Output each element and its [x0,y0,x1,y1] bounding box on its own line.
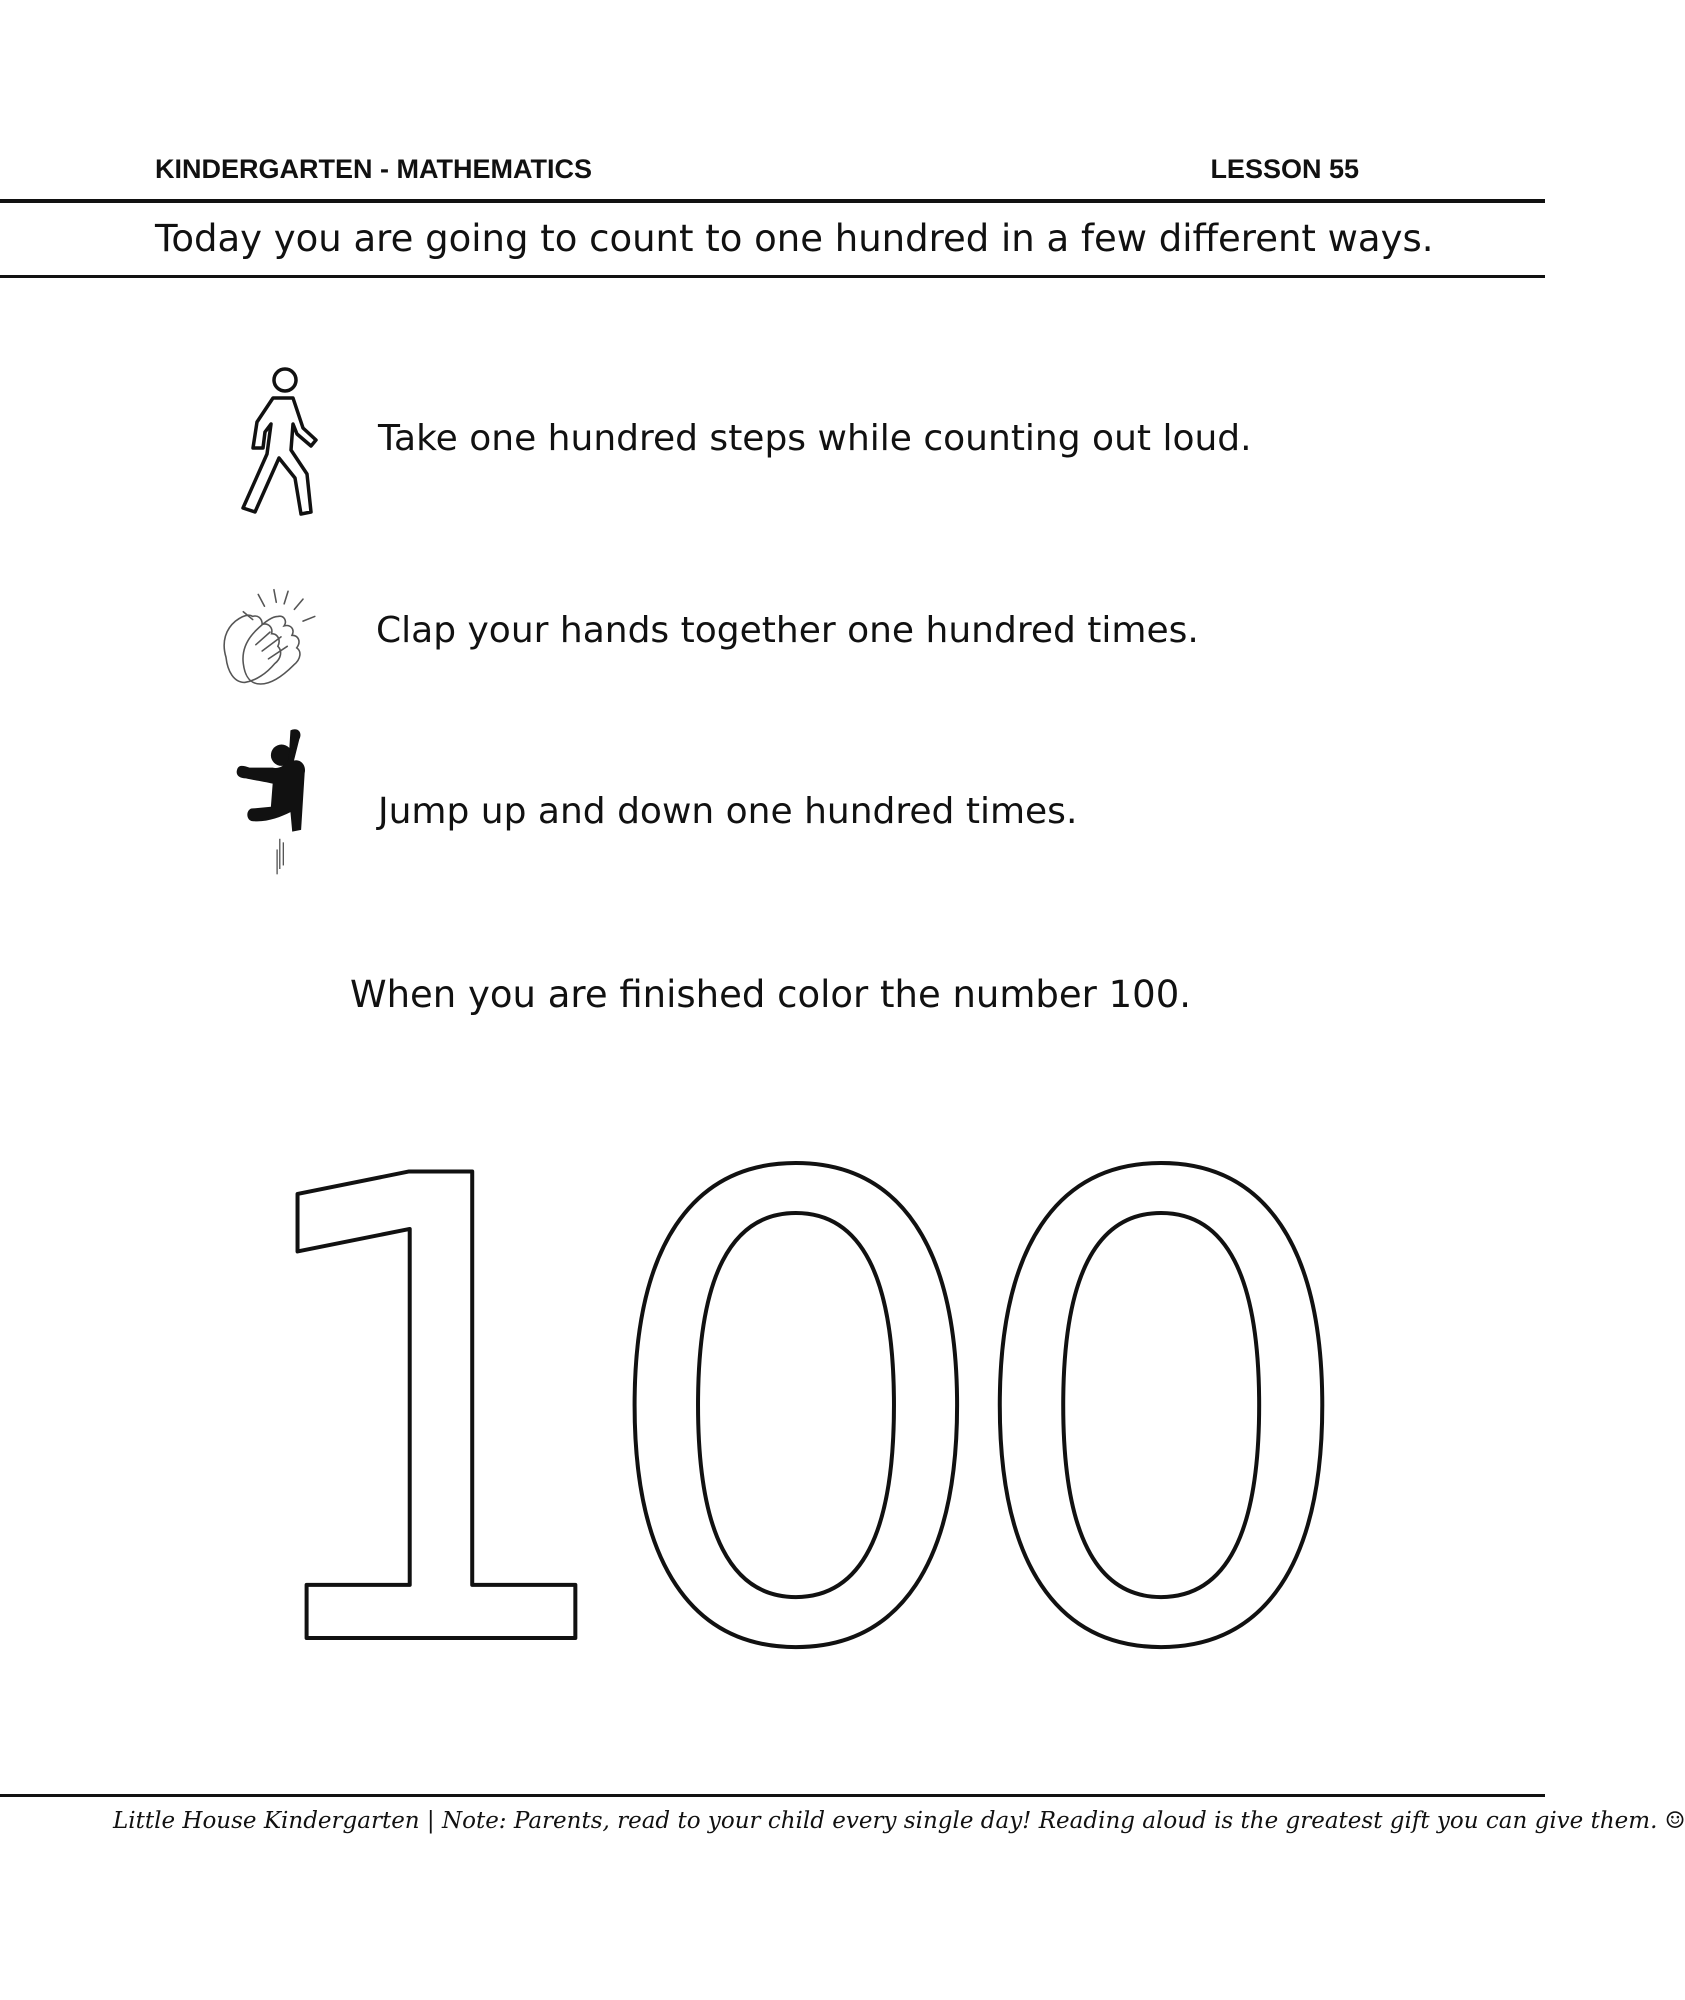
activity-walk [215,362,1315,522]
header-divider [0,199,1545,203]
coloring-number-outline [227,1044,1323,1789]
intro-divider [0,275,1545,278]
activity-clap-text: Clap your hands together one hundred times. [376,610,1199,651]
clapping-hands-icon [215,560,325,720]
coloring-instruction: When you are finished color the number 100. [350,973,1192,1016]
activity-clap [215,560,1315,720]
lesson-number: LESSON 55 [1210,154,1359,184]
jumping-person-icon [215,725,325,885]
parent-note: Little House Kindergarten | Note: Parents, read to your child every single day! Reading aloud is the greatest gift you can give them. ☺ [113,1808,1685,1834]
activity-jump-text: Jump up and down one hundred times. [378,791,1078,832]
footer-divider [0,1794,1545,1797]
subject-title: KINDERGARTEN - MATHEMATICS [155,154,592,184]
intro-text: Today you are going to count to one hundred in a few different ways. [155,217,1434,260]
activity-walk-text: Take one hundred steps while counting out loud. [378,418,1252,459]
coloring-number-100: 100 [227,1044,1323,1789]
walking-person-icon [215,362,325,522]
activity-jump [215,725,1315,885]
